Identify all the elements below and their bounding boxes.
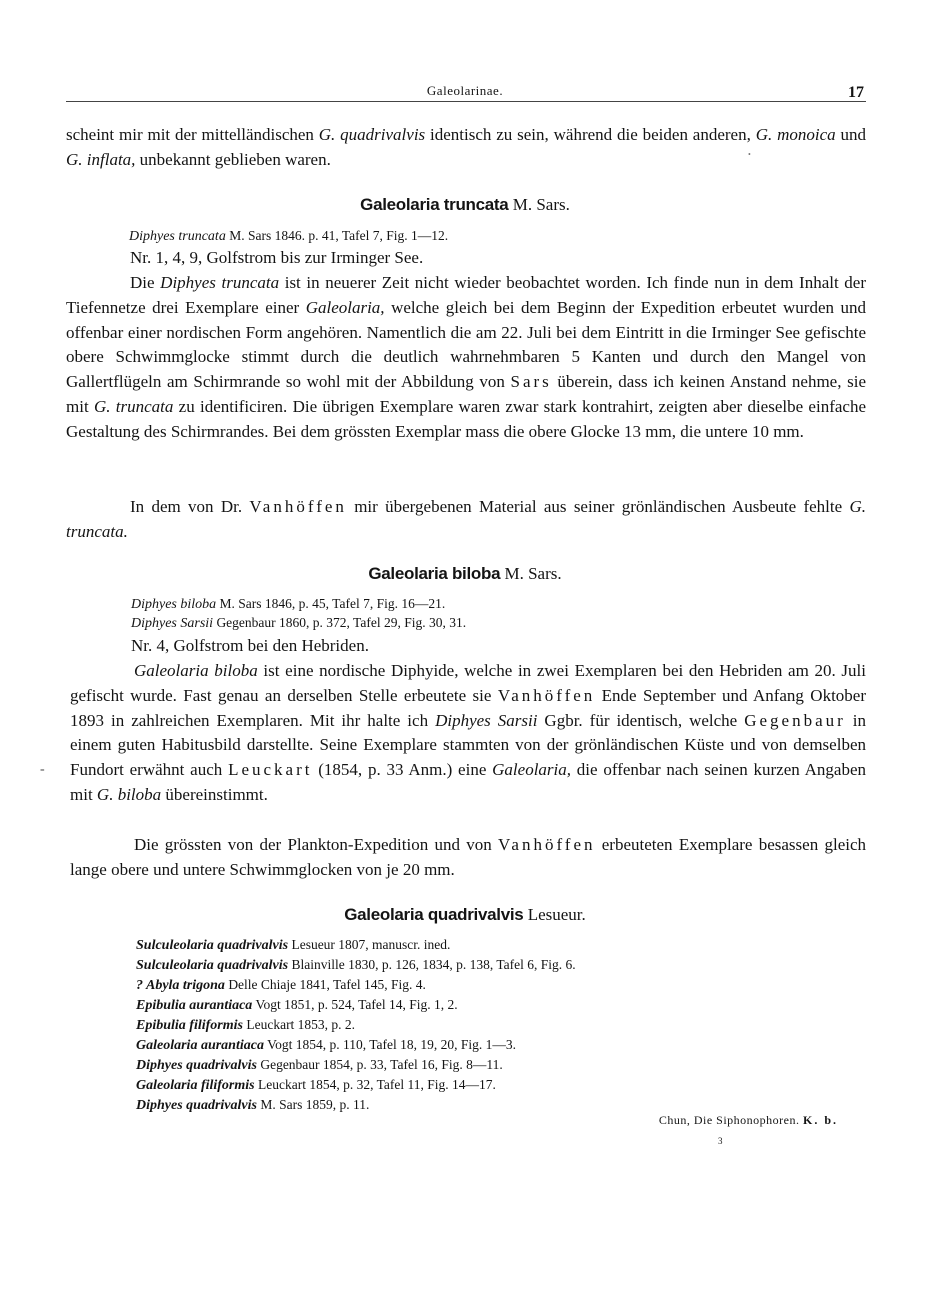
synonym-line: Diphyes biloba M. Sars 1846, p. 45, Tafel 7, Fig. 16—21. [131,596,446,612]
species-heading-truncata: Galeolaria truncata M. Sars. [360,195,570,214]
margin-mark: - [40,762,45,777]
intro-paragraph: scheint mir mit der mittelländischen G. quadrivalvis identisch zu sein, während die beiden anderen, G. monoica und G. inflata, unbekannt geblieben waren. [66,125,867,169]
synonym-line: Diphyes quadrivalvis M. Sars 1859, p. 11. [136,1097,370,1113]
sheet-signature: 3 [718,1136,723,1146]
synonym-line: Diphyes quadrivalvis Gegenbaur 1854, p. 33, Tafel 16, Fig. 8—11. [136,1057,503,1073]
header-rule [66,101,866,102]
truncata-paragraph-2: In dem von Dr. Vanhöffen mir übergebenen Material aus seiner grönländischen Ausbeute fehlte G. truncata. [66,497,866,541]
station-line: Nr. 4, Golfstrom bei den Hebriden. [131,636,369,655]
species-heading-biloba: Galeolaria biloba M. Sars. [368,564,562,583]
synonym-line: Epibulia filiformis Leuckart 1853, p. 2. [136,1017,356,1033]
synonym-line: Diphyes Sarsii Gegenbaur 1860, p. 372, Tafel 29, Fig. 30, 31. [131,615,467,631]
synonym-line: Galeolaria aurantiaca Vogt 1854, p. 110, Tafel 18, 19, 20, Fig. 1—3. [136,1037,517,1053]
synonym-line: Diphyes truncata M. Sars 1846. p. 41, Tafel 7, Fig. 1—12. [129,228,449,244]
station-line: Nr. 1, 4, 9, Golfstrom bis zur Irminger See. [130,248,424,267]
synonym-line: Epibulia aurantiaca Vogt 1851, p. 524, Tafel 14, Fig. 1, 2. [136,997,458,1013]
truncata-paragraph: Die Diphyes truncata ist in neuerer Zeit nicht wieder beobachtet worden. Ich finde nun in dem Inhalt der Tiefennetze drei Exemplare einer Galeolaria, welche gleich bei dem Beginn der Expedition erbeutet wurden und offenbar einer nordischen Form angehören. Namentlich die am 22. Juli bei dem Eintritt in die Irminger See gefischte obere Schwimmglocke stimmt durch die deutlich wahrnehmbaren 5 Kanten und durch den Mangel von Gallertflügeln am Schirmrande so wohl mit der Abbildung von Sars überein, dass ich keinen Anstand nehme, sie mit G. truncata zu identificiren. Die übrigen Exemplare waren zwar stark kontrahirt, zeigten aber dieselbe einfache Gestaltung des Schirmrandes. Bei dem grössten Exemplar mass die obere Glocke 13 mm, die untere 10 mm. [66,273,867,441]
print-speck: • [748,150,751,159]
footer-source: Chun, Die Siphonophoren. K. b. [658,1113,838,1127]
synonym-line: Galeolaria filiformis Leuckart 1854, p. 32, Tafel 11, Fig. 14—17. [136,1077,496,1093]
running-head: Galeolarinae. [426,83,504,98]
biloba-paragraph: Galeolaria biloba ist eine nordische Diphyide, welche in zwei Exemplaren bei den Hebriden am 20. Juli gefischt wurde. Fast genau an derselben Stelle erbeutete sie Vanhöffen Ende September und Anfang Oktober 1893 in zahlreichen Exemplaren. Mit ihr halte ich Diphyes Sarsii Ggbr. für identisch, welche Gegenbaur in einem guten Habitusbild darstellte. Seine Exemplare stammten von der grönländischen Küste und von demselben Fundort erwähnt auch Leuckart (1854, p. 33 Anm.) eine Galeolaria, die offenbar nach seinen kurzen Angaben mit G. biloba übereinstimmt. [70,661,867,804]
species-heading-quadrivalvis: Galeolaria quadrivalvis Lesueur. [344,905,586,924]
synonym-list [136,935,576,1115]
biloba-paragraph-2: Die grössten von der Plankton-Expedition und von Vanhöffen erbeuteten Exemplare besassen gleich lange obere und untere Schwimmglocken von je 20 mm. [70,835,867,879]
synonym-line: ? Abyla trigona Delle Chiaje 1841, Tafel 145, Fig. 4. [136,977,426,993]
page-number: 17 [848,84,864,101]
synonym-line: Sulculeolaria quadrivalvis Blainville 1830, p. 126, 1834, p. 138, Tafel 6, Fig. 6. [136,957,576,973]
synonym-line: Sulculeolaria quadrivalvis Lesueur 1807, manuscr. ined. [136,937,451,953]
